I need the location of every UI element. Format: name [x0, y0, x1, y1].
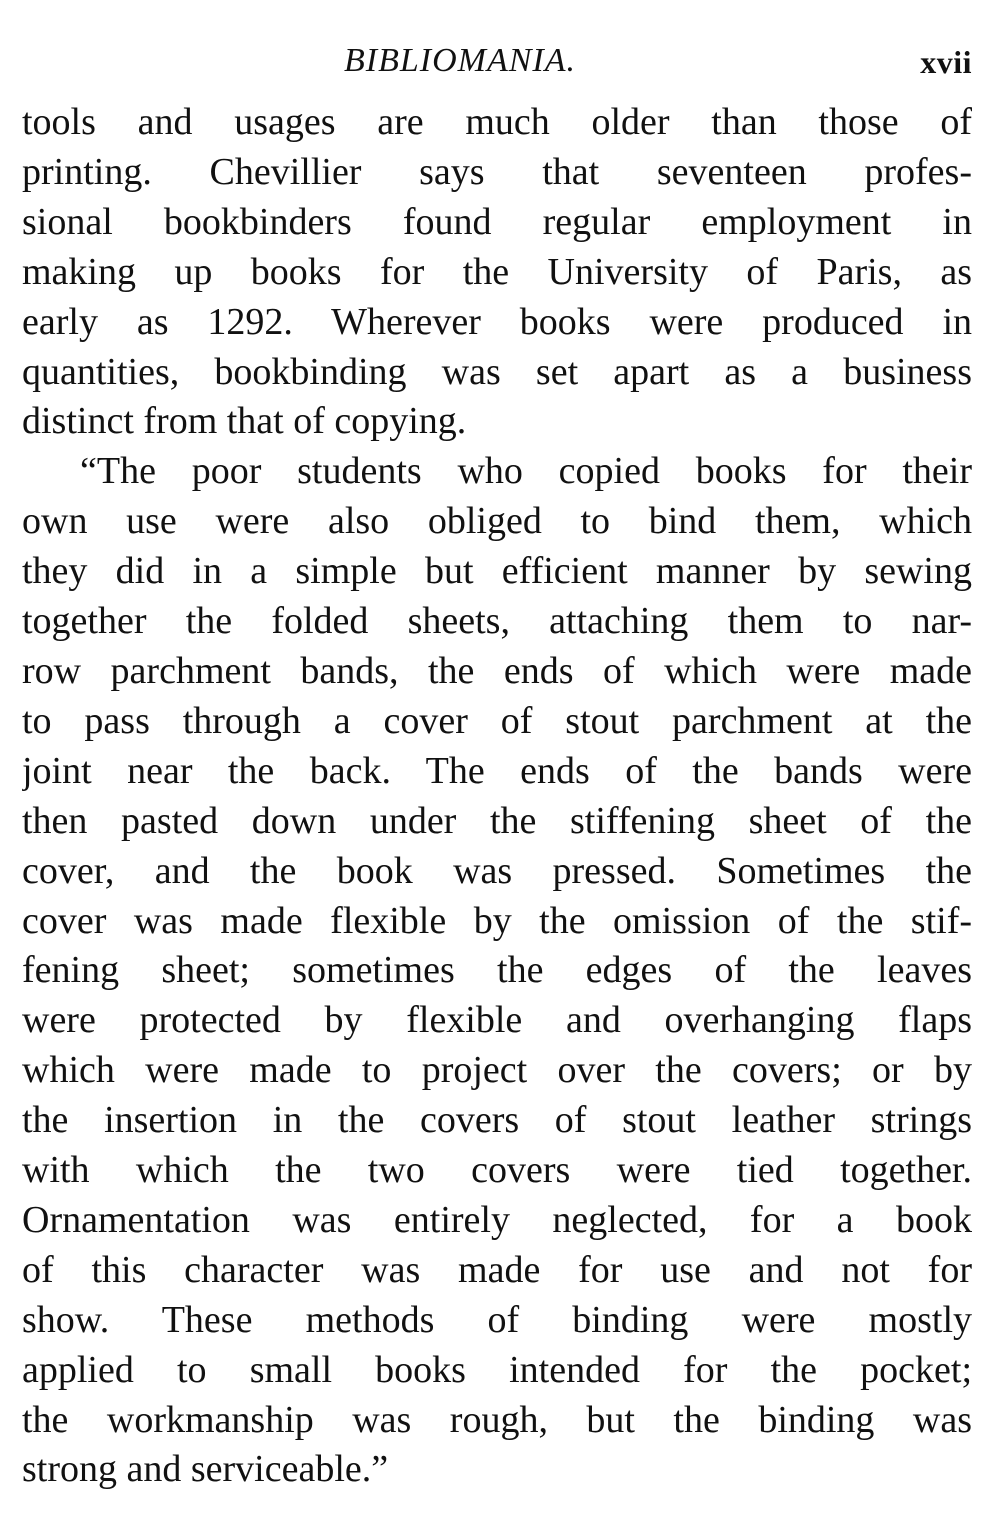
page-number: xvii	[920, 44, 972, 80]
book-page	[22, 38, 972, 1508]
text-line: with which the two covers were tied together.	[22, 1149, 972, 1192]
text-line: Ornamentation was entirely neglected, for a book	[22, 1198, 972, 1241]
text-line: sional bookbinders found regular employment in	[22, 200, 972, 243]
running-title: BIBLIOMANIA.	[344, 42, 577, 79]
text-line: then pasted down under the stiffening sheet of the	[22, 799, 972, 842]
text-line: joint near the back. The ends of the bands were	[22, 749, 972, 792]
text-line: to pass through a cover of stout parchment at the	[22, 699, 972, 742]
text-line: applied to small books intended for the pocket;	[22, 1348, 972, 1391]
text-line: were protected by flexible and overhanging flaps	[22, 999, 972, 1042]
text-line: cover was made flexible by the omission of the stif-	[22, 899, 972, 942]
text-line: early as 1292. Wherever books were produced in	[22, 300, 972, 343]
text-line: show. These methods of binding were mostly	[22, 1298, 972, 1341]
text-line: cover, and the book was pressed. Sometimes the	[22, 849, 972, 892]
running-head	[22, 38, 972, 90]
text-line: they did in a simple but efficient manner by sewing	[22, 550, 972, 593]
text-line: fening sheet; sometimes the edges of the leaves	[22, 949, 972, 992]
text-line: the insertion in the covers of stout leather strings	[22, 1099, 972, 1142]
text-line: tools and usages are much older than those of	[22, 101, 972, 143]
text-line: together the folded sheets, attaching them to nar-	[22, 600, 972, 643]
body-text	[22, 98, 972, 1495]
text-line: own use were also obliged to bind them, which	[22, 500, 972, 543]
text-line: distinct from that of copying.	[22, 400, 467, 443]
text-line: row parchment bands, the ends of which were made	[22, 649, 972, 692]
text-line: printing. Chevillier says that seventeen profes-	[22, 150, 972, 193]
text-line: the workmanship was rough, but the binding was	[22, 1398, 972, 1441]
text-line: “The poor students who copied books for their	[80, 450, 972, 493]
text-line: which were made to project over the covers; or by	[22, 1049, 972, 1092]
text-line: quantities, bookbinding was set apart as a business	[22, 350, 972, 393]
text-line: of this character was made for use and not for	[22, 1248, 972, 1291]
text-line: making up books for the University of Paris, as	[22, 250, 972, 293]
text-line: strong and serviceable.”	[22, 1448, 389, 1491]
